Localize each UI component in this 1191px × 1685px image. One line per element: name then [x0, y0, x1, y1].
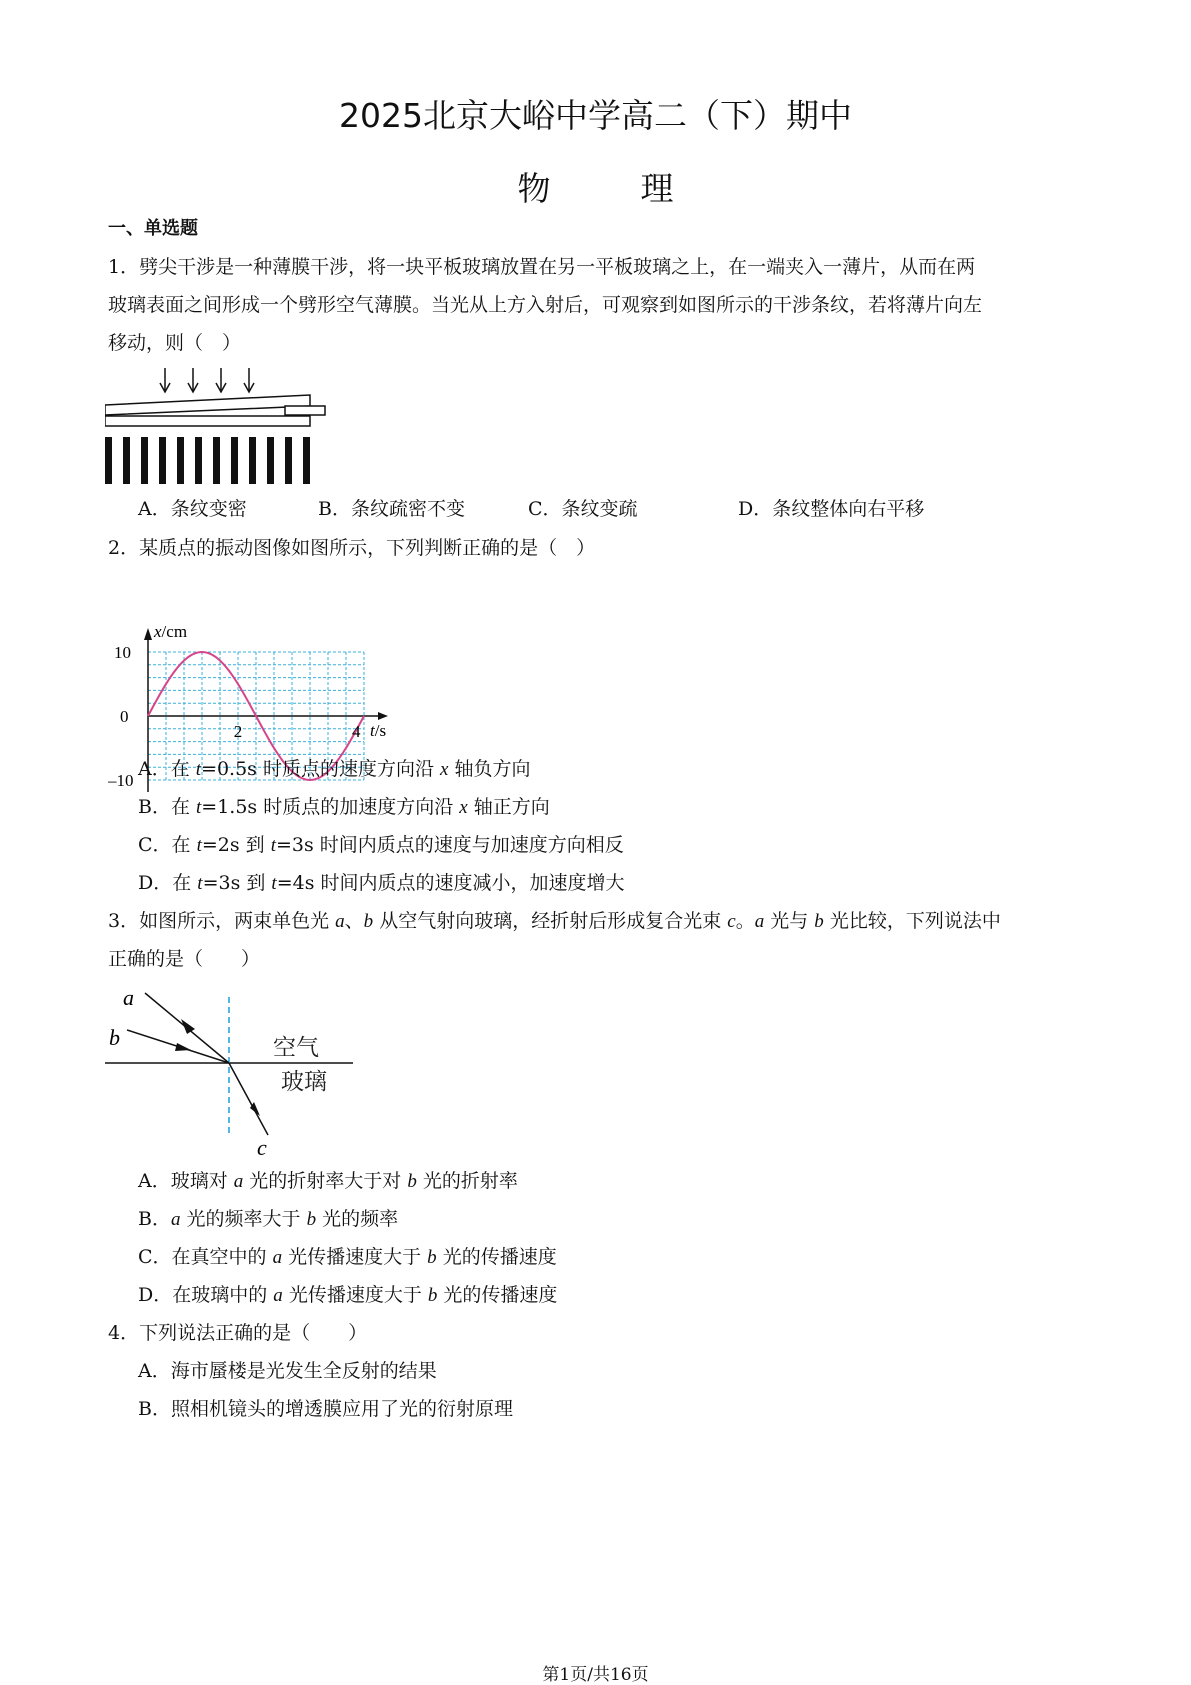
x-axis-arrow — [378, 712, 388, 720]
ray-a-arrow — [181, 1019, 195, 1034]
q4-option-b[interactable]: B．照相机镜头的增透膜应用了光的衍射原理 — [138, 1398, 513, 1420]
y-tick-label: 10 — [114, 643, 131, 662]
subject-char-2: 理 — [640, 169, 674, 208]
q3-option-a[interactable]: A．玻璃对 a 光的折射率大于对 b 光的折射率 — [138, 1170, 518, 1192]
y-axis-label: x/cm — [154, 622, 188, 641]
exam-title: 2025北京大峪中学高二（下）期中 — [339, 96, 852, 135]
ray-c — [229, 1063, 268, 1135]
q1-option-b[interactable]: B．条纹疏密不变 — [318, 498, 465, 520]
q4-stem: 4．下列说法正确的是（ ） — [108, 1322, 368, 1344]
label-glass: 玻璃 — [281, 1069, 327, 1095]
q3-option-c[interactable]: C．在真空中的 a 光传播速度大于 b 光的传播速度 — [138, 1246, 557, 1268]
q2-option-a[interactable]: A．在 t=0.5s 时质点的速度方向沿 x 轴负方向 — [138, 758, 531, 780]
q2-option-b[interactable]: B．在 t=1.5s 时质点的加速度方向沿 x 轴正方向 — [138, 796, 550, 818]
subject-title — [0, 163, 1191, 210]
interference-fringes — [105, 437, 310, 484]
q3-option-d[interactable]: D．在玻璃中的 a 光传播速度大于 b 光的传播速度 — [138, 1284, 558, 1306]
ray-b-arrow — [175, 1043, 191, 1051]
section-heading: 一、单选题 — [108, 218, 198, 239]
y-tick-label: –10 — [108, 771, 134, 790]
x-tick-label: 4 — [352, 722, 361, 741]
page-footer: 第1页/共16页 — [542, 1665, 649, 1685]
q1-stem-line3: 移动，则（ ） — [108, 332, 242, 354]
label-a: a — [123, 985, 134, 1010]
q3-stem-line2: 正确的是（ ） — [108, 948, 261, 970]
y-axis-arrow — [144, 628, 152, 640]
subject-char-1: 物 — [517, 169, 551, 208]
y-tick-label: 0 — [120, 707, 129, 726]
x-axis-label: t/s — [370, 721, 387, 740]
glass-plates — [105, 395, 325, 426]
q1-option-a[interactable]: A．条纹变密 — [138, 498, 247, 520]
q2-option-c[interactable]: C．在 t=2s 到 t=3s 时间内质点的速度与加速度方向相反 — [138, 834, 624, 856]
q1-option-d[interactable]: D．条纹整体向右平移 — [738, 498, 925, 520]
q3-refraction-figure — [105, 985, 395, 1165]
q1-stem-line1: 1．劈尖干涉是一种薄膜干涉，将一块平板玻璃放置在另一平板玻璃之上，在一端夹入一薄片，从而在两 — [108, 256, 976, 278]
incident-arrows — [160, 368, 254, 392]
label-b: b — [109, 1025, 120, 1050]
label-c: c — [257, 1135, 267, 1160]
q1-option-c[interactable]: C．条纹变疏 — [528, 498, 638, 520]
x-tick-label: 2 — [233, 722, 243, 741]
q1-stem-line2: 玻璃表面之间形成一个劈形空气薄膜。当光从上方入射后，可观察到如图所示的干涉条纹，若将薄片向左 — [108, 294, 983, 316]
q2-option-d[interactable]: D．在 t=3s 到 t=4s 时间内质点的速度减小，加速度增大 — [138, 872, 625, 894]
q3-option-b[interactable]: B．a 光的频率大于 b 光的频率 — [138, 1208, 399, 1230]
q3-stem-line1: 3．如图所示，两束单色光 a、b 从空气射向玻璃，经折射后形成复合光束 c。a 光与 b 光比较，下列说法中 — [108, 910, 1001, 932]
q2-stem: 2．某质点的振动图像如图所示，下列判断正确的是（ ） — [108, 537, 596, 559]
label-air: 空气 — [273, 1035, 319, 1061]
q4-option-a[interactable]: A．海市蜃楼是光发生全反射的结果 — [138, 1360, 437, 1382]
